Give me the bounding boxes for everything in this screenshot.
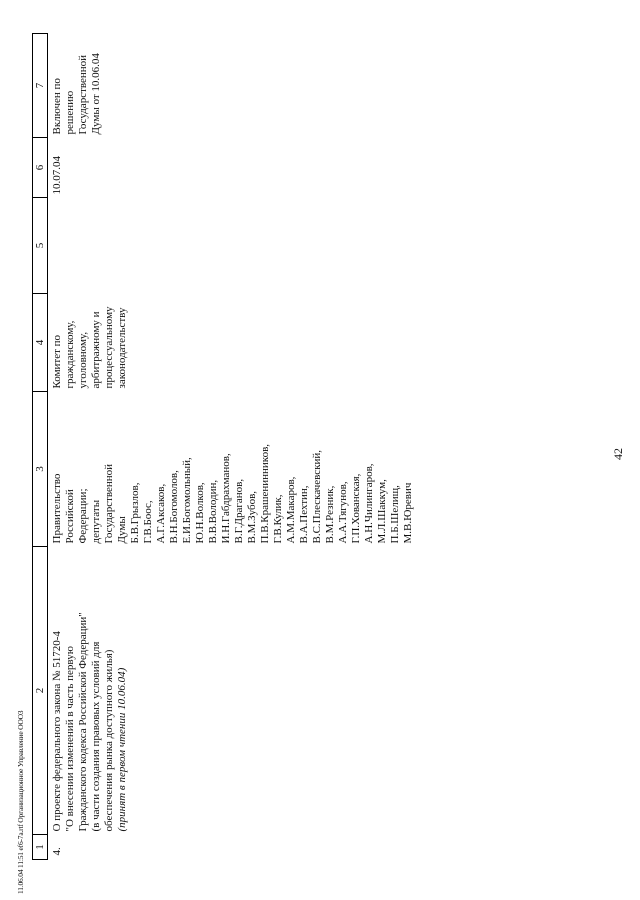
initiator-line: В.С.Плескачевский,: [311, 449, 323, 544]
document-footer: 11.06.04 11:51 ef6-7a.rtf Организационное Управление ООО3: [16, 710, 25, 894]
column-number-3: 3: [33, 392, 48, 547]
committee-line: уголовному,: [77, 331, 89, 389]
initiator-line: Федерации;: [77, 488, 89, 544]
committee-cell: [48, 294, 416, 392]
initiator-line: В.В.Володин,: [207, 479, 219, 544]
committee-line: законодательству: [116, 307, 128, 389]
committee-line: гражданскому,: [64, 320, 76, 389]
initiator-line: Ю.Н.Волков,: [194, 482, 206, 544]
column-5-cell: [48, 198, 416, 294]
initiator-line: Е.И.Богомольный,: [181, 457, 193, 544]
page-number: 42: [611, 448, 625, 460]
description-line: (в части создания правовых условий для: [90, 641, 102, 832]
status-line: Государственной: [77, 54, 89, 135]
initiator-line: Б.В.Грызлов,: [129, 482, 141, 544]
initiator-line: Правительство: [51, 473, 63, 544]
column-number-5: 5: [33, 198, 48, 294]
initiator-line: А.Н.Чилингаров,: [363, 463, 375, 544]
initiator-line: В.Г.Драганов,: [233, 478, 245, 544]
column-number-2: 2: [33, 547, 48, 835]
description-line: Гражданского кодекса Российской Федерации": [77, 612, 89, 832]
initiator-line: Российской: [64, 489, 76, 544]
initiator-line: В.Н.Богомолов,: [168, 470, 180, 544]
initiator-line: П.Б.Шелищ,: [389, 485, 401, 544]
column-number-6: 6: [33, 138, 48, 198]
initiator-line: В.М.Зубов,: [246, 490, 258, 544]
status-line: решению: [64, 90, 76, 135]
initiator-line: И.Н.Габдрахманов,: [220, 453, 232, 544]
column-number-row: [33, 34, 48, 860]
initiator-line: Государственной: [103, 463, 115, 544]
description-line: обеспечения рынка доступного жилья): [103, 649, 115, 832]
table-row: [48, 34, 416, 860]
column-number-4: 4: [33, 294, 48, 392]
initiators-cell: [48, 392, 416, 547]
committee-line: арбитражному и: [90, 311, 102, 389]
initiator-line: А.М.Макаров,: [285, 476, 297, 544]
description-line: "О внесении изменений в часть первую: [64, 646, 76, 832]
first-reading-note: (принят в первом чтении 10.06.04): [116, 667, 128, 832]
status-line: Включен по: [51, 78, 63, 135]
column-number-7: 7: [33, 34, 48, 138]
initiator-line: П.В.Крашенинников,: [259, 443, 271, 544]
initiator-line: А.Г.Аксаков,: [155, 483, 167, 544]
initiator-line: депутаты: [90, 499, 102, 544]
initiator-line: Г.П.Хованская,: [350, 473, 362, 544]
column-number-1: 1: [33, 835, 48, 860]
initiator-line: М.Л.Шаккум,: [376, 479, 388, 544]
committee-line: процессуальному: [103, 306, 115, 389]
bill-description: [48, 547, 416, 835]
status-cell: [48, 34, 416, 138]
status-line: Думы от 10.06.04: [90, 53, 102, 135]
legislation-table: [32, 33, 415, 860]
committee-line: Комитет по: [51, 334, 63, 389]
date-cell: 10.07.04: [51, 156, 63, 195]
initiator-line: Г.В.Кулик,: [272, 494, 284, 544]
initiator-line: М.В.Юревич: [402, 482, 414, 544]
initiator-line: Думы: [116, 516, 128, 544]
row-number: 4.: [51, 847, 63, 856]
initiator-line: В.А.Пехтин,: [298, 485, 310, 544]
description-line: О проекте федерального закона № 51720-4: [51, 631, 63, 832]
initiator-line: В.М.Резник,: [324, 485, 336, 544]
initiator-line: А.А.Тягунов,: [337, 481, 349, 544]
initiator-line: Г.В.Боос,: [142, 500, 154, 544]
